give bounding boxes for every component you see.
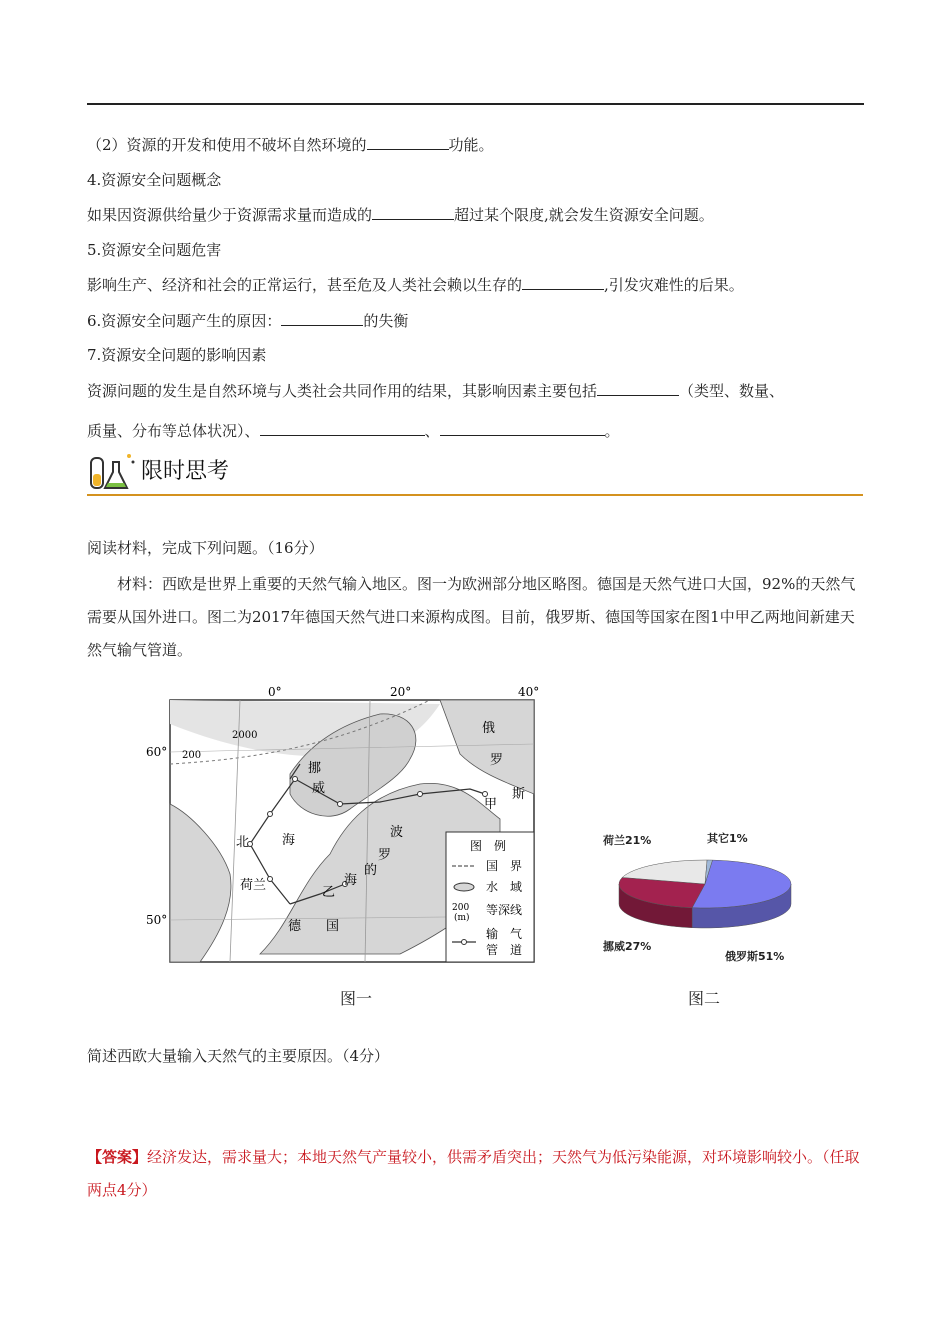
text-line-1: [87, 135, 494, 155]
lab-flask-icon: [87, 450, 139, 494]
text-line-3: [87, 205, 714, 225]
text-line-8: [87, 381, 784, 401]
material-paragraph: 材料：西欧是世界上重要的天然气输入地区。图一为欧洲部分地区略图。德国是天然气进口大国，92%的天然气需要从国外进口。图二为2017年德国天然气进口来源构成图。目前，俄罗斯、德国等国家在图1中甲乙两地间新建天然气输气管道。: [87, 575, 856, 659]
legend-depth-sample: 200: [452, 903, 470, 913]
section-header: [87, 450, 864, 496]
place-label: 海: [282, 833, 296, 848]
answer-text: 经济发达，需求量大；本地天然气产量较小，供需矛盾突出；天然气为低污染能源，对环境影响较小。（任取两点4分）: [87, 1148, 860, 1199]
place-label: 罗: [490, 753, 504, 768]
lat-label: 60°: [146, 745, 168, 759]
gas-import-pie-chart: [595, 822, 815, 972]
legend-item: 等深线: [486, 903, 523, 917]
pie-label: 挪威27%: [603, 940, 652, 953]
place-label: 的: [364, 863, 378, 878]
place-label: 荷兰: [240, 878, 267, 893]
legend-item: 水 域: [486, 880, 523, 894]
text: （2）资源的开发和使用不破坏自然环境的: [87, 136, 367, 154]
text: ,引发灾难性的后果。: [604, 276, 744, 294]
fill-blank: [260, 421, 425, 436]
fill-blank: [281, 311, 363, 326]
place-label: 乙: [322, 885, 336, 900]
text: 如果因资源供给量少于资源需求量而造成的: [87, 206, 373, 224]
depth-label: 2000: [232, 730, 258, 741]
text: 、: [424, 422, 440, 440]
text: 6.资源安全问题产生的原因：: [87, 312, 282, 330]
place-label: 海: [344, 873, 358, 888]
place-label: 德: [288, 919, 302, 934]
place-label: 北: [236, 835, 250, 850]
pie-label: 俄罗斯51%: [725, 950, 785, 963]
place-label: 俄: [482, 721, 496, 736]
header-rule: [87, 103, 864, 105]
legend-item: 管 道: [486, 943, 523, 957]
section-rule: [87, 494, 863, 496]
pie-label: 荷兰21%: [603, 834, 652, 847]
legend-item: 输 气: [486, 927, 523, 941]
text: 质量、分布等总体状况）、: [87, 422, 260, 440]
depth-label: 200: [182, 750, 202, 761]
legend-title: 图 例: [470, 839, 507, 853]
fill-blank: [372, 205, 454, 220]
lon-label: 0°: [268, 685, 282, 699]
place-label: 罗: [378, 848, 392, 863]
text: 影响生产、经济和社会的正常运行，甚至危及人类社会赖以生存的: [87, 276, 523, 294]
lon-label: 20°: [390, 685, 412, 699]
text: （类型、数量、: [679, 382, 785, 400]
place-label: 斯: [512, 787, 526, 802]
legend-item: 国 界: [486, 859, 523, 873]
question-ask: 简述西欧大量输入天然气的主要原因。（4分）: [87, 1047, 390, 1065]
section-title: 限时思考: [141, 459, 230, 484]
heading-5: 5.资源安全问题危害: [87, 241, 222, 259]
legend-depth-unit: (m): [454, 913, 470, 923]
figure-1-caption: 图一: [340, 989, 373, 1008]
place-label: 挪: [308, 761, 322, 776]
fill-blank: [522, 275, 604, 290]
fill-blank: [597, 381, 679, 396]
fill-blank: [367, 135, 449, 150]
fill-blank: [440, 421, 605, 436]
pie-label: 其它1%: [707, 832, 748, 845]
text: 资源问题的发生是自然环境与人类社会共同作用的结果，其影响因素主要包括: [87, 382, 598, 400]
text: 。: [604, 422, 620, 440]
text: 的失衡: [363, 312, 409, 330]
text: 超过某个限度,就会发生资源安全问题。: [454, 206, 714, 224]
answer-tag: 【答案】: [87, 1148, 148, 1166]
place-label: 国: [326, 919, 340, 934]
lon-label: 40°: [518, 685, 540, 699]
question-intro: 阅读材料，完成下列问题。（16分）: [87, 539, 324, 557]
place-label: 威: [312, 781, 326, 796]
text-line-6: [87, 311, 408, 331]
text-line-9: [87, 421, 620, 441]
heading-4: 4.资源安全问题概念: [87, 171, 222, 189]
europe-map: [140, 684, 540, 966]
answer-block: [87, 1141, 864, 1207]
text: 功能。: [448, 136, 494, 154]
figure-2-caption: 图二: [688, 989, 721, 1008]
place-label: 波: [390, 825, 404, 840]
place-label: 甲: [484, 797, 498, 812]
heading-7: 7.资源安全问题的影响因素: [87, 346, 267, 364]
text-line-5: [87, 275, 744, 295]
lat-label: 50°: [146, 913, 168, 927]
